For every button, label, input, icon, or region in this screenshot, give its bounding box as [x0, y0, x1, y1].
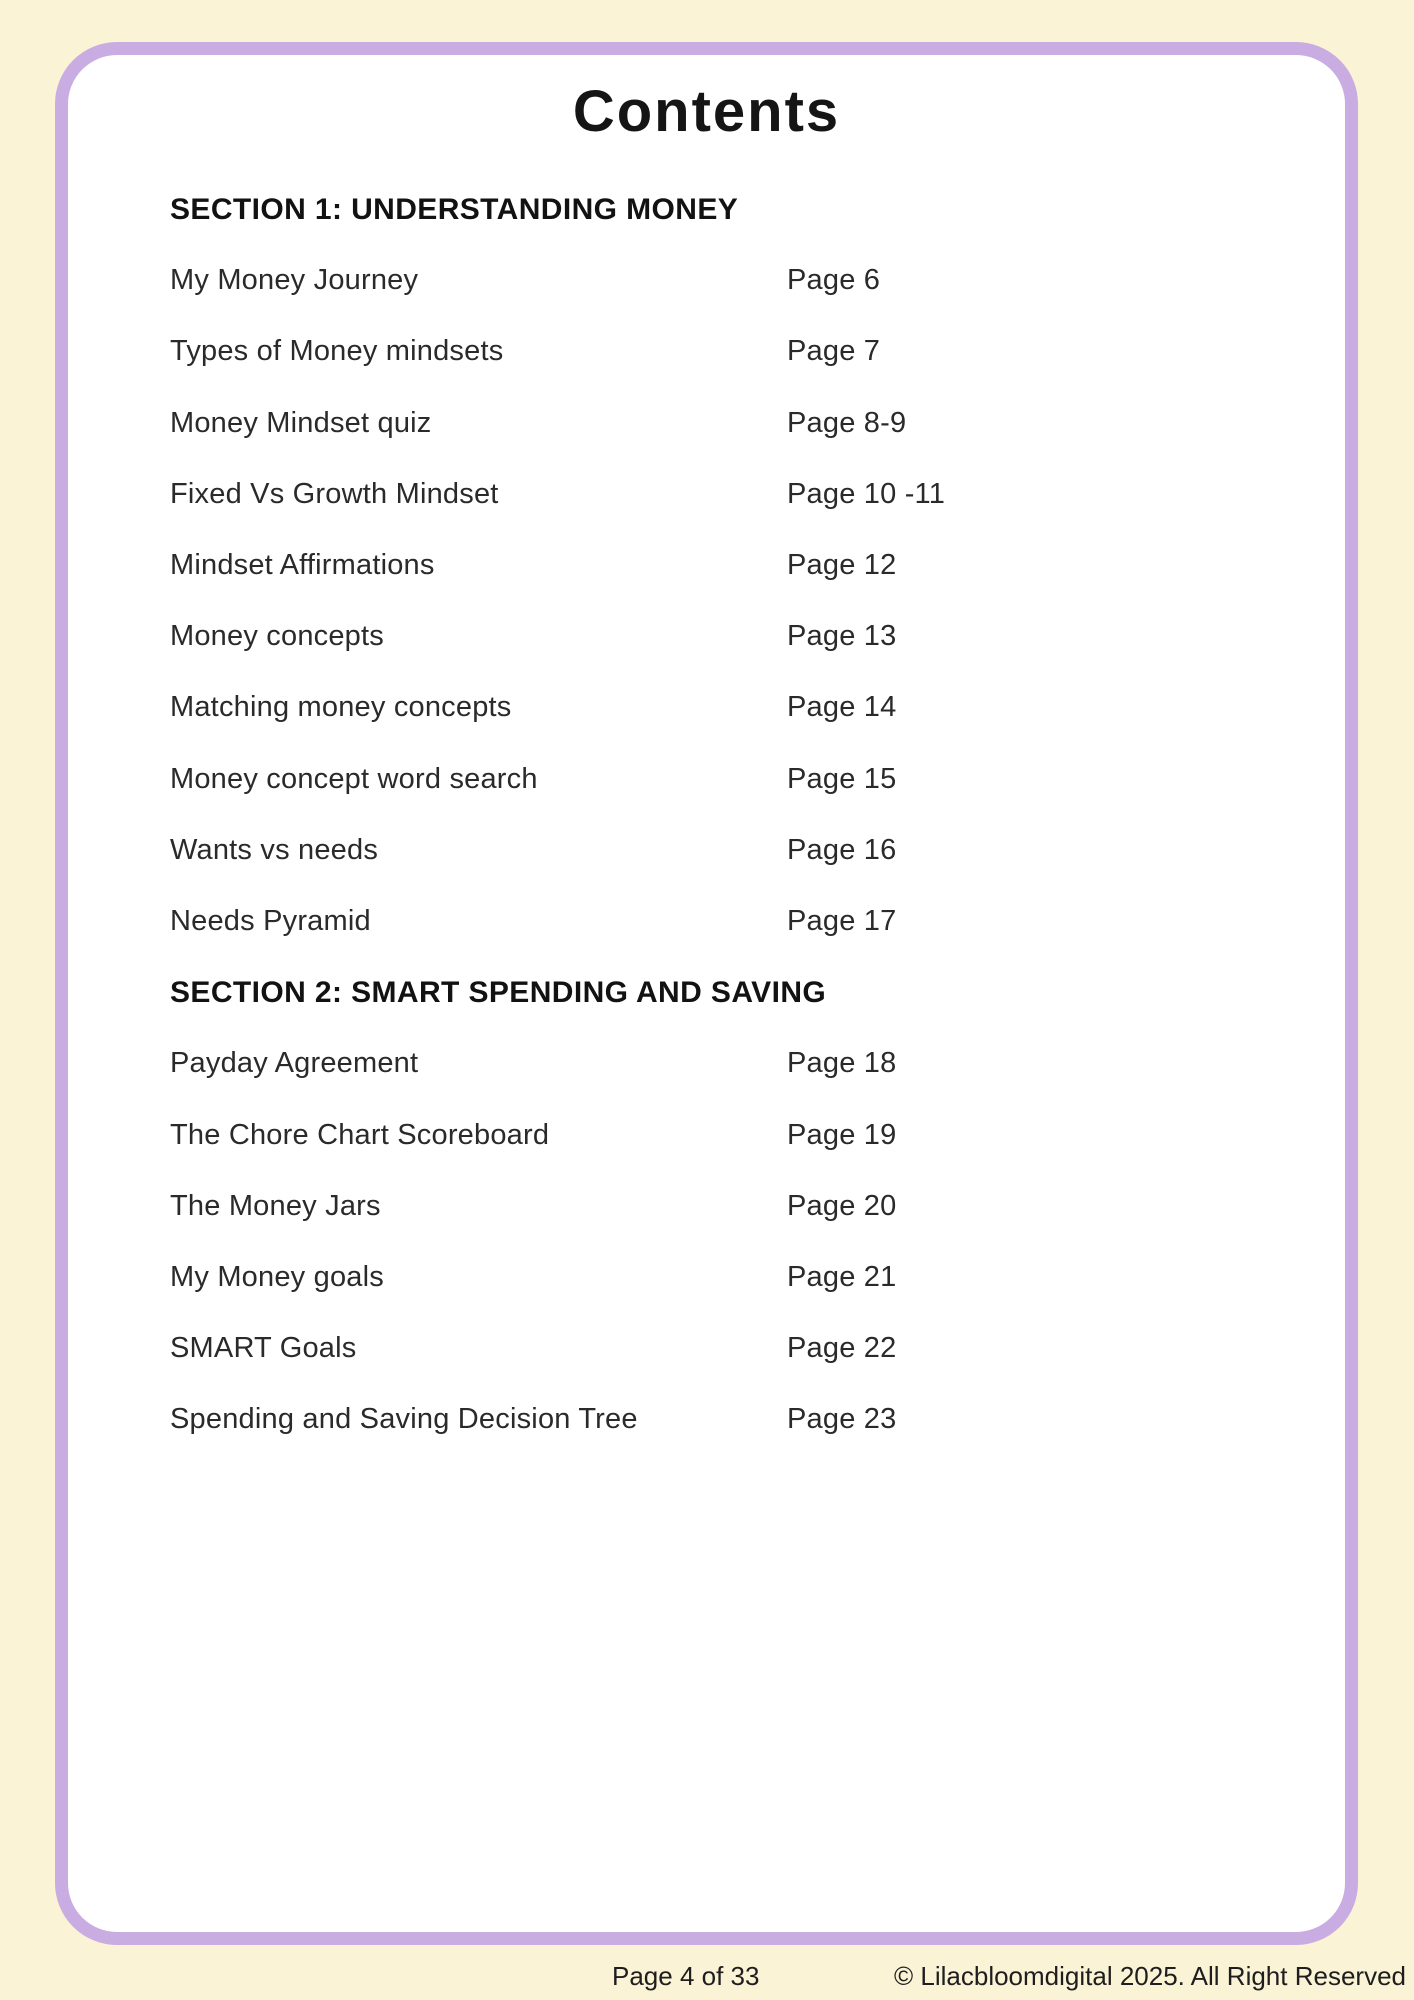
section-heading: SECTION 1: UNDERSTANDING MONEY: [170, 192, 739, 226]
toc-item-page: Page 16: [787, 833, 897, 866]
toc-item-label: Types of Money mindsets: [170, 335, 504, 368]
toc-row: [170, 672, 1305, 743]
toc-section: [170, 174, 1305, 957]
toc-row: [170, 245, 1305, 316]
section-heading-row: [170, 174, 1305, 245]
toc-row: [170, 388, 1305, 459]
toc-item-page: Page 22: [787, 1332, 897, 1365]
footer-copyright: © Lilacbloomdigital 2025. All Right Reserved: [894, 1961, 1406, 1991]
toc-item-page: Page 10 -11: [787, 477, 946, 510]
toc-item-label: Mindset Affirmations: [170, 549, 435, 582]
toc-row: [170, 316, 1305, 387]
toc-item-label: The Chore Chart Scoreboard: [170, 1118, 550, 1151]
toc-row: [170, 1028, 1305, 1099]
toc-item-page: Page 23: [787, 1403, 897, 1436]
toc-item-page: Page 8-9: [787, 406, 907, 439]
toc-row: [170, 886, 1305, 957]
toc-row: [170, 1171, 1305, 1242]
section-items: [170, 245, 1305, 957]
toc-item-page: Page 14: [787, 691, 897, 724]
toc-row: [170, 1384, 1305, 1455]
toc-item-page: Page 21: [787, 1260, 897, 1293]
toc-item-page: Page 17: [787, 904, 897, 937]
section-heading: SECTION 2: SMART SPENDING AND SAVING: [170, 975, 827, 1009]
toc-section: [170, 957, 1305, 1455]
page-title: Contents: [572, 79, 841, 144]
toc-row: [170, 815, 1305, 886]
toc-item-label: Spending and Saving Decision Tree: [170, 1403, 638, 1436]
toc-item-label: The Money Jars: [170, 1189, 381, 1222]
toc-item-page: Page 20: [787, 1189, 897, 1222]
toc-item-label: Money Mindset quiz: [170, 406, 432, 439]
toc-item-page: Page 13: [787, 620, 897, 653]
toc-row: [170, 744, 1305, 815]
toc-item-label: Payday Agreement: [170, 1047, 419, 1080]
section-items: [170, 1028, 1305, 1455]
toc-row: [170, 459, 1305, 530]
toc-item-label: Needs Pyramid: [170, 904, 371, 937]
footer-page-indicator: Page 4 of 33: [612, 1961, 760, 1991]
section-heading-row: [170, 957, 1305, 1028]
footer: [0, 1961, 1414, 1995]
toc-item-label: Fixed Vs Growth Mindset: [170, 477, 499, 510]
toc-row: [170, 1099, 1305, 1170]
contents-card: [55, 42, 1358, 1945]
toc-item-label: Wants vs needs: [170, 833, 379, 866]
toc-item-label: SMART Goals: [170, 1332, 357, 1365]
toc-item-label: My Money goals: [170, 1260, 384, 1293]
toc-item-label: Matching money concepts: [170, 691, 512, 724]
toc-item-page: Page 6: [787, 264, 881, 297]
toc-item-page: Page 15: [787, 762, 897, 795]
toc-item-page: Page 18: [787, 1047, 897, 1080]
table-of-contents: [68, 174, 1345, 1455]
toc-item-page: Page 7: [787, 335, 881, 368]
toc-item-page: Page 12: [787, 549, 897, 582]
toc-row: [170, 530, 1305, 601]
toc-row: [170, 1242, 1305, 1313]
toc-item-label: My Money Journey: [170, 264, 419, 297]
toc-item-page: Page 19: [787, 1118, 897, 1151]
toc-row: [170, 1313, 1305, 1384]
toc-item-label: Money concept word search: [170, 762, 538, 795]
toc-item-label: Money concepts: [170, 620, 384, 653]
toc-row: [170, 601, 1305, 672]
